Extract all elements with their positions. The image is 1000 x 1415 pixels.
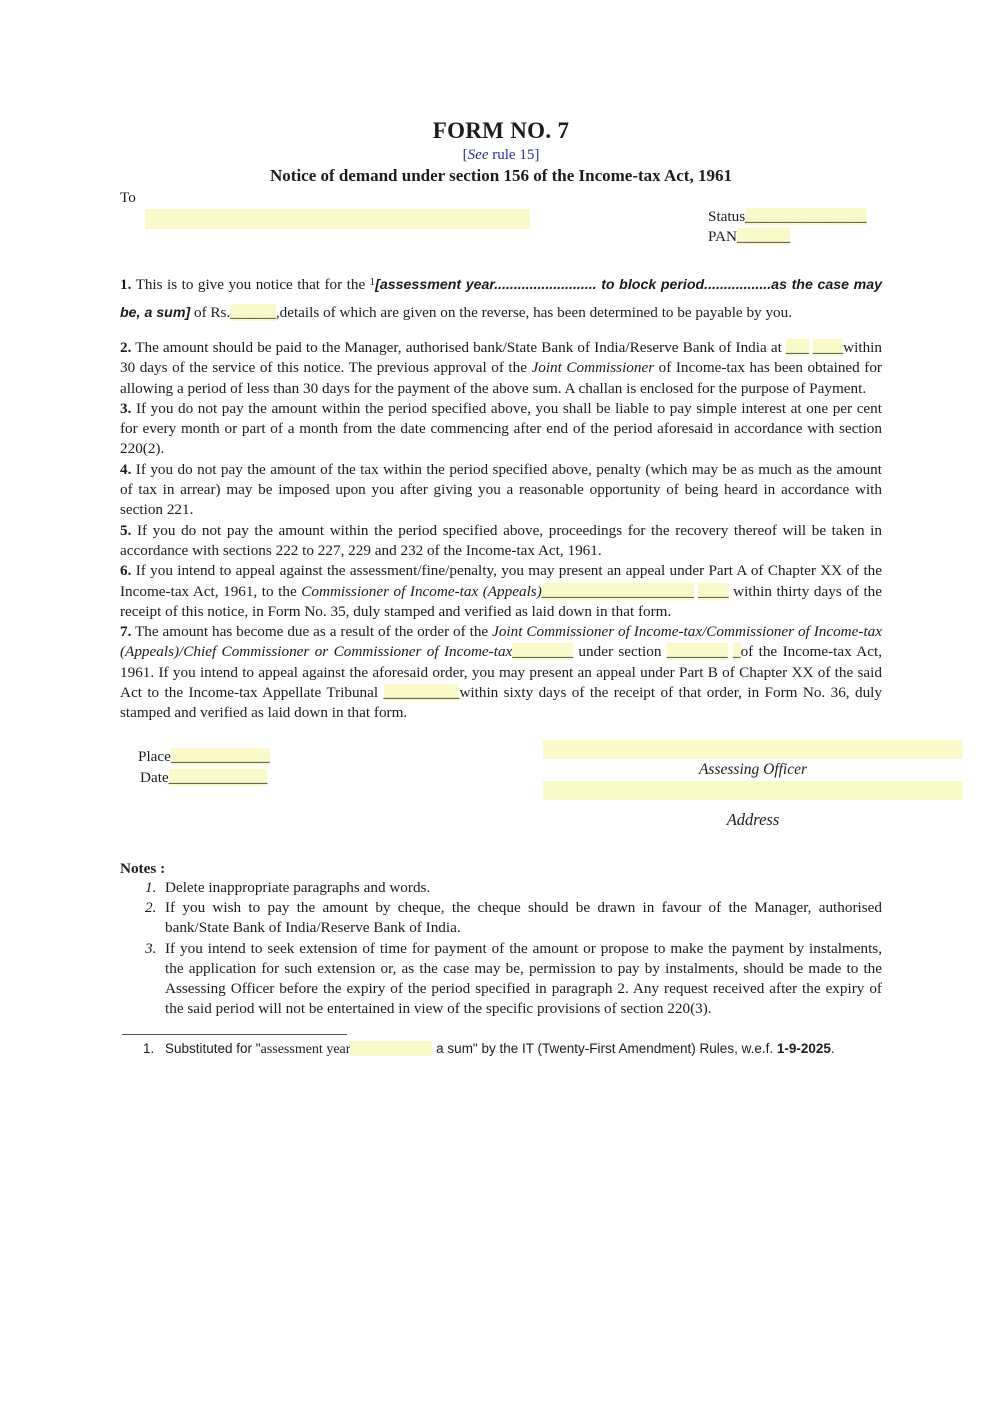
sum-amount-field[interactable]: ______ — [230, 304, 276, 321]
footnote-text-c: . — [830, 1040, 835, 1056]
paragraph-5 — [120, 521, 882, 562]
assessing-officer-block — [543, 740, 963, 830]
para-2-text-b: within 30 days of the service of this notice. The previous approval of the — [120, 339, 882, 377]
footnote-text — [165, 1040, 882, 1059]
paragraph-1 — [120, 271, 882, 327]
footnote-marker-1: 1 — [369, 276, 376, 288]
status-field[interactable]: ________________ — [745, 208, 867, 225]
para-1-number: 1. — [120, 276, 132, 293]
tribunal-place-field[interactable]: __________ — [383, 684, 460, 702]
footnote-text-b: a sum" by the IT (Twenty-First Amendment) Rules, w.e.f. — [432, 1040, 777, 1056]
place-row — [138, 748, 270, 766]
footnote-blank-highlight[interactable] — [350, 1041, 432, 1056]
para-6-commissioner-appeals: Commissioner of Income-tax (Appeals) — [301, 582, 542, 600]
bank-place-field-a[interactable]: ___ — [785, 339, 809, 356]
rule-text: rule 15] — [488, 147, 540, 163]
status-pan-block — [708, 207, 867, 247]
date-label: Date — [140, 768, 169, 786]
note-item-1 — [120, 878, 882, 898]
recipient-name-field[interactable] — [145, 209, 530, 229]
para-4-number: 4. — [120, 460, 132, 478]
para-7-text-d: within sixty days of the receipt of that order, in Form No. 36, duly stamped and verified as laid down in that form. — [120, 684, 882, 722]
section-number-field[interactable]: ________ — [666, 643, 728, 661]
para-5-number: 5. — [120, 521, 132, 539]
para-7-text-b: under section — [573, 643, 667, 661]
officer-signature-field[interactable] — [543, 740, 963, 759]
para-7-text-a: The amount has become due as a result of the order of the — [131, 623, 493, 641]
para-2-text-a: The amount should be paid to the Manager, authorised bank/State Bank of India/Reserve Bank of India at — [131, 339, 786, 356]
officer-address-field[interactable] — [543, 781, 963, 800]
to-label: To — [120, 189, 136, 206]
para-7-text-c: of the Income-tax Act, 1961. If you intend to appeal against the aforesaid order, you may present an appeal under Part B of Chapter XX of the said Act to the Income-tax Appellate Tribunal — [120, 643, 883, 702]
pan-row — [708, 227, 867, 247]
status-label: Status — [708, 208, 746, 225]
date-field[interactable]: _____________ — [168, 768, 268, 786]
para-3-number: 3. — [120, 399, 132, 417]
paragraph-2 — [120, 338, 882, 399]
form-subtitle: Notice of demand under section 156 of the Income-tax Act, 1961 — [270, 166, 732, 185]
para-6-text-a: If you intend to appeal against the assessment/fine/penalty, you may present an appeal under Part A of Chapter XX of the Income-tax Act, 1961, to the — [120, 562, 882, 600]
place-label: Place — [138, 747, 171, 765]
para-1-text-b: of Rs. — [190, 304, 231, 321]
para-2-joint-commissioner: Joint Commissioner — [531, 359, 655, 377]
form-content — [120, 0, 882, 1059]
pan-label: PAN — [708, 228, 737, 245]
rule-reference — [120, 147, 882, 164]
order-authority-field[interactable]: ________ — [512, 643, 574, 661]
para-6-text-b: within thirty days of the receipt of this notice, in Form No. 35, duly stamped and verified as laid down in that form. — [120, 582, 883, 620]
form-title: FORM NO. 7 — [432, 118, 570, 143]
footnote-effective-date: 1-9-2025 — [776, 1040, 831, 1056]
footnote-quoted-phrase: assessment year — [260, 1041, 351, 1057]
address-label: Address — [726, 809, 780, 829]
footnote — [120, 1040, 882, 1059]
para-1-text-c: ,details of which are given on the reverse, has been determined to be payable by you. — [275, 304, 793, 321]
para-3-text: If you do not pay the amount within the period specified above, you shall be liable to pay simple interest at one per cent for every month or part of a month from the date commencing after end of the period aforesaid in accordance with section 220(2). — [120, 399, 882, 458]
para-1-text-a: This is to give you notice that for the — [131, 276, 370, 293]
paragraph-4 — [120, 460, 882, 521]
paragraph-7 — [120, 622, 882, 723]
rule-bracket-open: [ — [462, 147, 468, 163]
footnote-text-a: Substituted for " — [165, 1040, 261, 1056]
para-4-text: If you do not pay the amount of the tax within the period specified above, penalty (which may be as much as the amount of tax in arrear) may be imposed upon you after giving you a reasonable opportunity of being heard in accordance with section 221. — [120, 460, 882, 519]
signature-section — [120, 740, 882, 840]
note-1-text: Delete inappropriate paragraphs and words. — [165, 878, 431, 896]
notes-heading: Notes : — [120, 859, 166, 877]
note-item-2 — [120, 898, 882, 939]
appeals-authority-field-a[interactable]: ____________________ — [541, 582, 694, 600]
note-2-number: 2. — [145, 898, 157, 916]
section-number-field-cont[interactable]: _ — [732, 643, 741, 661]
status-row — [708, 207, 867, 227]
place-field[interactable]: _____________ — [170, 747, 270, 765]
para-5-text: If you do not pay the amount within the period specified above, proceedings for the recovery thereof will be taken in accordance with sections 222 to 227, 229 and 232 of the Income-tax Act, 1961. — [120, 521, 882, 559]
date-row — [140, 769, 267, 787]
note-1-number: 1. — [145, 878, 157, 896]
para-1-substituted-insert: [assessment year.......................... to block period.................as the case may be, a sum] — [120, 277, 882, 321]
footnote-separator — [122, 1034, 347, 1035]
footnote-number: 1. — [143, 1040, 155, 1056]
appeals-authority-field-b[interactable]: ____ — [698, 582, 729, 600]
paragraph-3 — [120, 399, 882, 460]
bank-place-field-b[interactable]: ____ — [812, 339, 844, 356]
assessing-officer-label: Assessing Officer — [698, 760, 808, 778]
pan-field[interactable]: _______ — [737, 228, 791, 245]
para-6-number: 6. — [120, 562, 132, 580]
note-3-number: 3. — [145, 939, 157, 957]
paragraph-6 — [120, 561, 882, 622]
note-item-3 — [120, 939, 882, 1020]
para-7-authority-list: Joint Commissioner of Income-tax/Commissioner of Income-tax (Appeals)/Chief Commissioner or Commissioner of Income-tax — [120, 623, 882, 661]
note-3-text: If you intend to seek extension of time for payment of the amount or propose to make the payment by instalments, the application for such extension or, as the case may be, permission to pay by instalments, should be made to the Assessing Officer before the expiry of the period specified in paragraph 2. Any request received after the expiry of the said period will not be entertained in view of the specific provisions of section 220(3). — [165, 939, 882, 1018]
para-2-number: 2. — [120, 339, 132, 356]
addressee-block — [120, 207, 882, 271]
para-7-number: 7. — [120, 623, 132, 641]
rule-see-word: See — [467, 147, 489, 163]
note-2-text: If you wish to pay the amount by cheque, the cheque should be drawn in favour of the Manager, authorised bank/State Bank of India/Reserve Bank of India. — [165, 898, 882, 937]
para-2-text-c: of Income-tax has been obtained for allowing a period of less than 30 days for the payment of the above sum. A challan is enclosed for the purpose of Payment. — [120, 359, 882, 397]
